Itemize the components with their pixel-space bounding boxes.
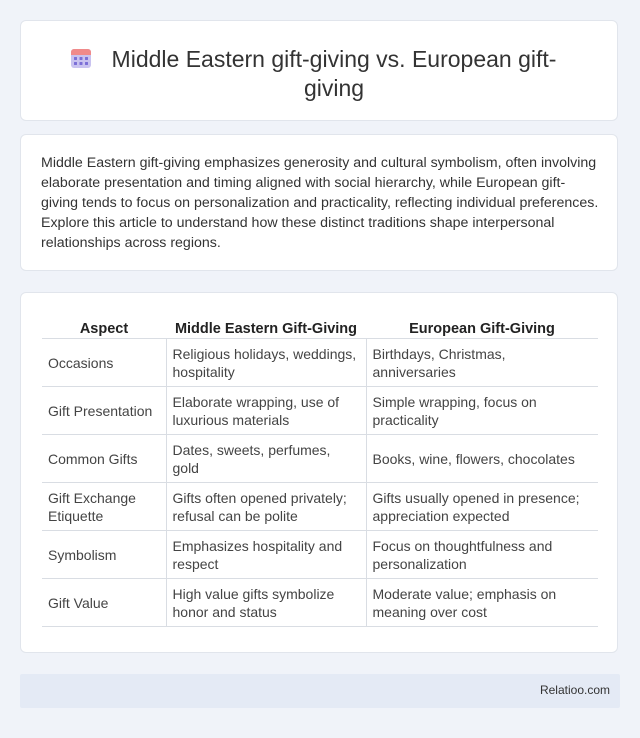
comparison-table (42, 315, 598, 627)
middle-eastern-cell: High value gifts symbolize honor and status (166, 579, 366, 627)
european-cell: Birthdays, Christmas, anniversaries (366, 339, 598, 387)
middle-eastern-cell: Dates, sweets, perfumes, gold (166, 435, 366, 483)
header-european: European Gift-Giving (366, 315, 598, 339)
intro-paragraph: Middle Eastern gift-giving emphasizes generosity and cultural symbolism, often involving elaborate presentation and timing aligned with social hierarchy, while European gift-giving tends to focus on personalization and practicality, reflecting individual preferences. Explore this article to understand how these distinct traditions shape interpersonal relationships across regions. (41, 155, 599, 251)
middle-eastern-cell: Emphasizes hospitality and respect (166, 531, 366, 579)
header-middle-eastern: Middle Eastern Gift-Giving (166, 315, 366, 339)
european-cell: Gifts usually opened in presence; appreciation expected (366, 483, 598, 531)
comparison-card (20, 292, 618, 653)
middle-eastern-cell: Gifts often opened privately; refusal can be polite (166, 483, 366, 531)
footer-brand[interactable]: Relatioo.com (539, 683, 610, 697)
aspect-cell: Gift Exchange Etiquette (42, 483, 166, 531)
table-row (42, 579, 598, 627)
aspect-cell: Gift Presentation (42, 387, 166, 435)
page-title: Middle Eastern gift-giving vs. European gift-giving (111, 46, 557, 101)
table-row (42, 435, 598, 483)
table-header-row (42, 315, 598, 339)
table-row (42, 531, 598, 579)
header-aspect: Aspect (42, 315, 166, 339)
intro-card (20, 134, 618, 271)
title-card (20, 20, 618, 121)
aspect-cell: Gift Value (42, 579, 166, 627)
aspect-cell: Symbolism (42, 531, 166, 579)
aspect-cell: Occasions (42, 339, 166, 387)
aspect-cell: Common Gifts (42, 435, 166, 483)
european-cell: Moderate value; emphasis on meaning over cost (366, 579, 598, 627)
table-row (42, 339, 598, 387)
european-cell: Books, wine, flowers, chocolates (366, 435, 598, 483)
table-row (42, 483, 598, 531)
european-cell: Focus on thoughtfulness and personalization (366, 531, 598, 579)
middle-eastern-cell: Religious holidays, weddings, hospitality (166, 339, 366, 387)
footer-bar (20, 674, 620, 708)
european-cell: Simple wrapping, focus on practicality (366, 387, 598, 435)
table-row (42, 387, 598, 435)
middle-eastern-cell: Elaborate wrapping, use of luxurious materials (166, 387, 366, 435)
